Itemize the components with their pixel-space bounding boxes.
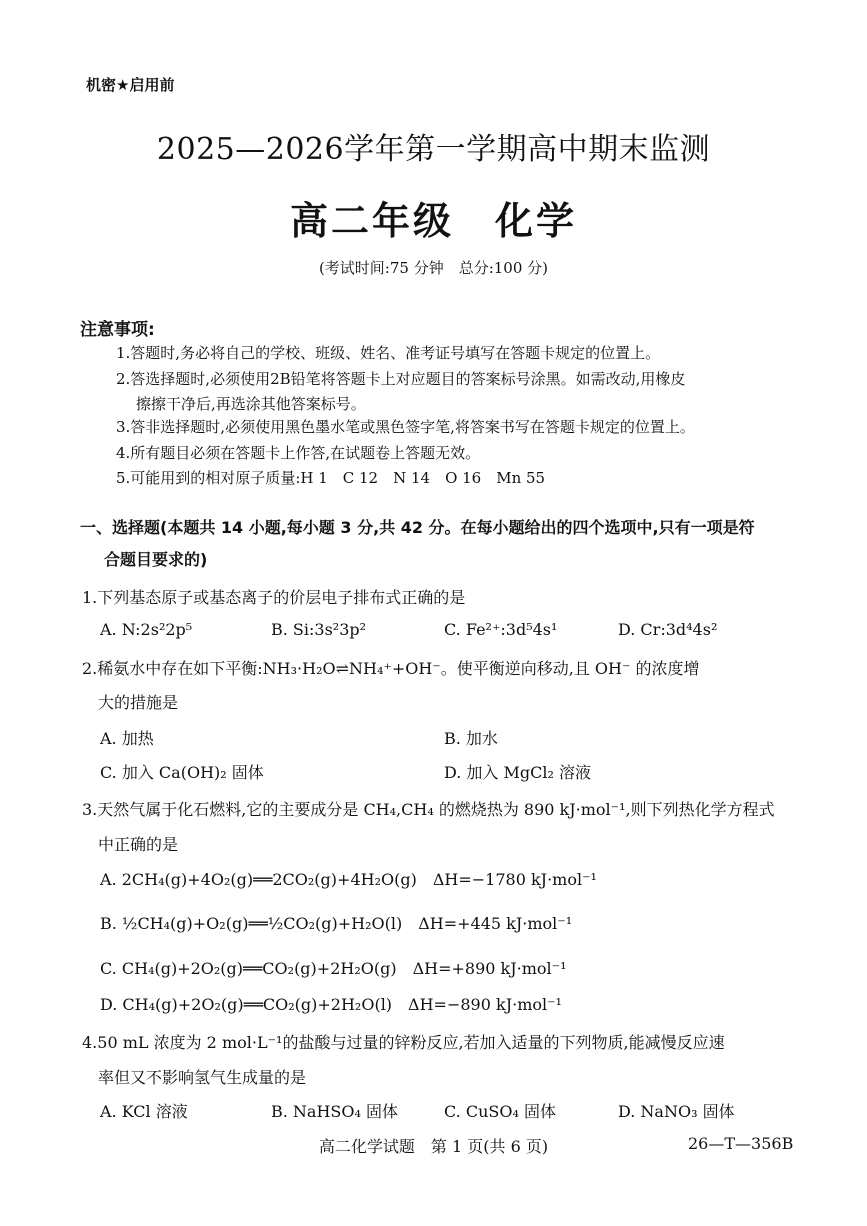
question-4-stem: 4.50 mL 浓度为 2 mol·L⁻¹的盐酸与过量的锌粉反应,若加入适量的下列物质,能减慢反应速	[82, 1033, 725, 1052]
question-1-stem: 1.下列基态原子或基态离子的价层电子排布式正确的是	[82, 588, 466, 607]
question-4-option-c: C. CuSO₄ 固体	[444, 1102, 556, 1121]
exam-subject-title: 高二年级 化学	[289, 199, 577, 243]
notice-item: 2.答选择题时,必须使用2B铅笔将答题卡上对应题目的答案标号涂黑。如需改动,用橡皮	[116, 370, 686, 388]
question-3-stem-continued: 中正确的是	[98, 835, 179, 854]
notice-item: 3.答非选择题时,必须使用黑色墨水笔或黑色签字笔,将答案书写在答题卡规定的位置上。	[116, 418, 695, 436]
question-3-option-d: D. CH₄(g)+2O₂(g)══CO₂(g)+2H₂O(l) ΔH=−890 kJ·mol⁻¹	[100, 995, 562, 1014]
question-2-option-b: B. 加水	[444, 729, 498, 748]
exam-title: 2025—2026学年第一学期高中期末监测	[156, 132, 711, 167]
question-2-stem: 2.稀氨水中存在如下平衡:NH₃·H₂O⇌NH₄⁺+OH⁻。使平衡逆向移动,且 OH⁻ 的浓度增	[82, 659, 700, 678]
question-4-option-a: A. KCl 溶液	[100, 1102, 188, 1121]
question-3-option-a: A. 2CH₄(g)+4O₂(g)══2CO₂(g)+4H₂O(g) ΔH=−1780 kJ·mol⁻¹	[100, 870, 597, 889]
question-3-stem: 3.天然气属于化石燃料,它的主要成分是 CH₄,CH₄ 的燃烧热为 890 kJ·mol⁻¹,则下列热化学方程式	[82, 800, 775, 819]
notice-item: 4.所有题目必须在答题卡上作答,在试题卷上答题无效。	[116, 444, 481, 462]
question-4-option-d: D. NaNO₃ 固体	[618, 1102, 735, 1121]
question-1-option-c: C. Fe²⁺:3d⁵4s¹	[444, 620, 558, 639]
page-footer: 高二化学试题 第 1 页(共 6 页)	[318, 1137, 549, 1156]
question-1-option-a: A. N:2s²2p⁵	[100, 620, 193, 639]
notice-item: 5.可能用到的相对原子质量:H 1 C 12 N 14 O 16 Mn 55	[116, 469, 546, 487]
question-2-option-c: C. 加入 Ca(OH)₂ 固体	[100, 763, 264, 782]
question-3-option-b: B. ½CH₄(g)+O₂(g)══½CO₂(g)+H₂O(l) ΔH=+445 kJ·mol⁻¹	[100, 914, 573, 933]
section-heading: 一、选择题(本题共 14 小题,每小题 3 分,共 42 分。在每小题给出的四个选项中,只有一项是符	[80, 518, 755, 537]
question-4-stem-continued: 率但又不影响氢气生成量的是	[98, 1068, 307, 1087]
question-1-option-d: D. Cr:3d⁴4s²	[618, 620, 718, 639]
paper-code: 26—T—356B	[688, 1134, 794, 1153]
question-2-option-a: A. 加热	[100, 729, 154, 748]
section-heading-continued: 合题目要求的)	[104, 550, 208, 569]
notice-item: 1.答题时,务必将自己的学校、班级、姓名、准考证号填写在答题卡规定的位置上。	[116, 344, 661, 362]
question-1-option-b: B. Si:3s²3p²	[271, 620, 367, 639]
notice-heading: 注意事项:	[80, 320, 155, 340]
question-2-stem-continued: 大的措施是	[98, 693, 179, 712]
question-2-option-d: D. 加入 MgCl₂ 溶液	[444, 763, 592, 782]
confidential-label: 机密★启用前	[86, 76, 175, 94]
question-3-option-c: C. CH₄(g)+2O₂(g)══CO₂(g)+2H₂O(g) ΔH=+890 kJ·mol⁻¹	[100, 959, 567, 978]
exam-time-info: (考试时间:75 分钟 总分:100 分)	[318, 259, 549, 277]
notice-item-continued: 擦擦干净后,再选涂其他答案标号。	[136, 395, 366, 413]
question-4-option-b: B. NaHSO₄ 固体	[271, 1102, 399, 1121]
